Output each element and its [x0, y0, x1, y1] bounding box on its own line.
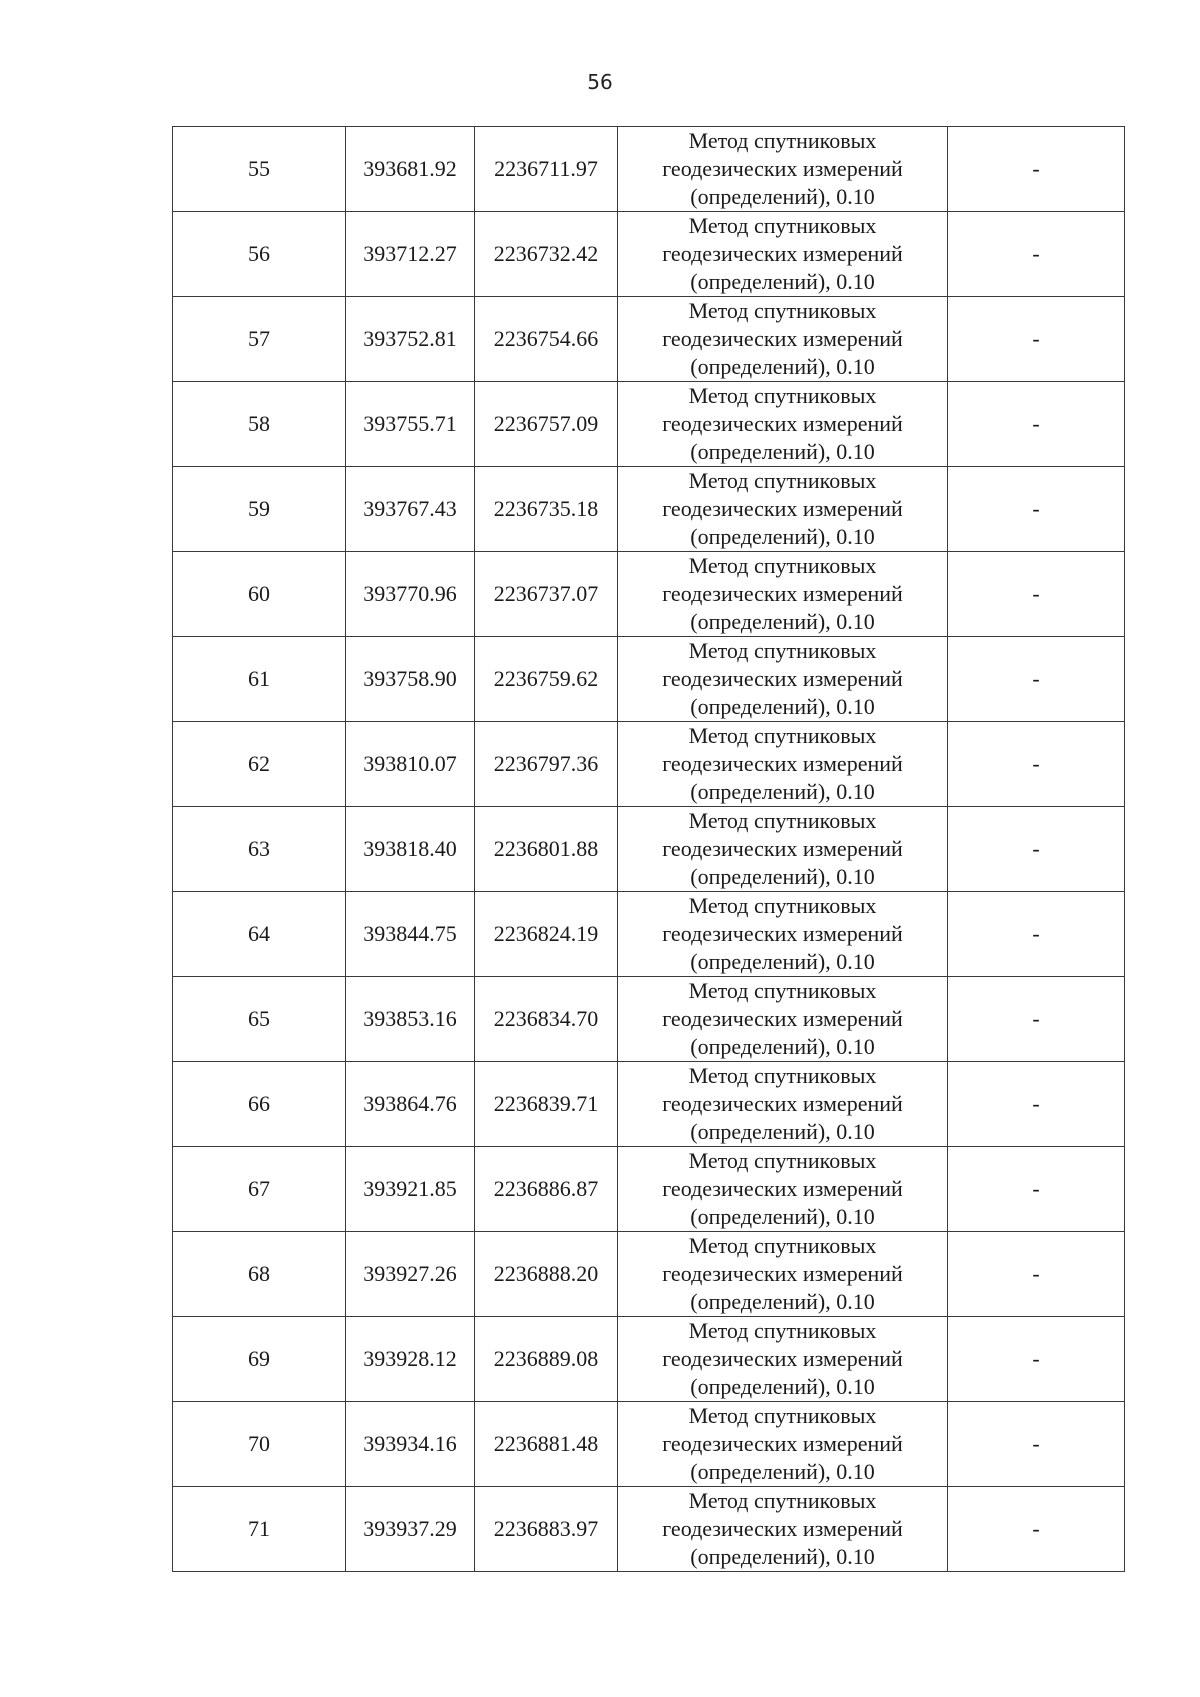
- method-text-line: Метод спутниковых: [688, 808, 877, 833]
- x-coordinate-cell: 393927.26: [346, 1232, 475, 1317]
- method-text-line: (определений), 0.10: [690, 949, 875, 974]
- table-row: [173, 807, 1125, 892]
- note-cell: -: [948, 892, 1125, 977]
- method-text-line: Метод спутниковых: [688, 1318, 877, 1343]
- method-cell: [618, 297, 948, 382]
- method-cell: [618, 467, 948, 552]
- method-cell: [618, 807, 948, 892]
- table-row: [173, 297, 1125, 382]
- method-text-line: Метод спутниковых: [688, 1403, 877, 1428]
- method-text-line: (определений), 0.10: [690, 1459, 875, 1484]
- point-number-cell: 63: [173, 807, 346, 892]
- method-text-line: Метод спутниковых: [688, 1488, 877, 1513]
- point-number-cell: 62: [173, 722, 346, 807]
- point-number-cell: 61: [173, 637, 346, 722]
- x-coordinate-cell: 393818.40: [346, 807, 475, 892]
- y-coordinate-cell: 2236888.20: [475, 1232, 618, 1317]
- method-text-line: Метод спутниковых: [688, 128, 877, 153]
- y-coordinate-cell: 2236759.62: [475, 637, 618, 722]
- method-text-line: геодезических измерений: [662, 921, 903, 946]
- point-number-cell: 70: [173, 1402, 346, 1487]
- point-number-cell: 55: [173, 127, 346, 212]
- point-number-cell: 59: [173, 467, 346, 552]
- note-cell: -: [948, 382, 1125, 467]
- table-row: [173, 1232, 1125, 1317]
- note-cell: -: [948, 297, 1125, 382]
- method-text-line: геодезических измерений: [662, 581, 903, 606]
- point-number-cell: 71: [173, 1487, 346, 1572]
- x-coordinate-cell: 393752.81: [346, 297, 475, 382]
- x-coordinate-cell: 393844.75: [346, 892, 475, 977]
- coordinates-table: [172, 126, 1125, 1572]
- note-cell: -: [948, 127, 1125, 212]
- method-text-line: (определений), 0.10: [690, 609, 875, 634]
- method-cell: [618, 892, 948, 977]
- method-cell: [618, 127, 948, 212]
- y-coordinate-cell: 2236834.70: [475, 977, 618, 1062]
- method-text-line: геодезических измерений: [662, 1346, 903, 1371]
- point-number-cell: 67: [173, 1147, 346, 1232]
- y-coordinate-cell: 2236883.97: [475, 1487, 618, 1572]
- method-text-line: (определений), 0.10: [690, 524, 875, 549]
- x-coordinate-cell: 393934.16: [346, 1402, 475, 1487]
- x-coordinate-cell: 393770.96: [346, 552, 475, 637]
- table-row: [173, 467, 1125, 552]
- method-cell: [618, 977, 948, 1062]
- method-cell: [618, 212, 948, 297]
- point-number-cell: 58: [173, 382, 346, 467]
- x-coordinate-cell: 393853.16: [346, 977, 475, 1062]
- method-text-line: (определений), 0.10: [690, 354, 875, 379]
- method-text-line: геодезических измерений: [662, 156, 903, 181]
- method-text-line: Метод спутниковых: [688, 298, 877, 323]
- point-number-cell: 66: [173, 1062, 346, 1147]
- note-cell: -: [948, 552, 1125, 637]
- method-text-line: геодезических измерений: [662, 666, 903, 691]
- method-cell: [618, 1487, 948, 1572]
- method-text-line: Метод спутниковых: [688, 723, 877, 748]
- method-cell: [618, 382, 948, 467]
- y-coordinate-cell: 2236889.08: [475, 1317, 618, 1402]
- point-number-cell: 69: [173, 1317, 346, 1402]
- method-text-line: Метод спутниковых: [688, 1148, 877, 1173]
- x-coordinate-cell: 393937.29: [346, 1487, 475, 1572]
- point-number-cell: 60: [173, 552, 346, 637]
- note-cell: -: [948, 1232, 1125, 1317]
- method-text-line: (определений), 0.10: [690, 779, 875, 804]
- method-text-line: Метод спутниковых: [688, 383, 877, 408]
- table-row: [173, 637, 1125, 722]
- method-text-line: (определений), 0.10: [690, 1034, 875, 1059]
- x-coordinate-cell: 393864.76: [346, 1062, 475, 1147]
- method-text-line: геодезических измерений: [662, 1431, 903, 1456]
- method-text-line: геодезических измерений: [662, 1091, 903, 1116]
- method-cell: [618, 637, 948, 722]
- point-number-cell: 57: [173, 297, 346, 382]
- table-row: [173, 127, 1125, 212]
- method-text-line: геодезических измерений: [662, 751, 903, 776]
- method-text-line: геодезических измерений: [662, 241, 903, 266]
- x-coordinate-cell: 393681.92: [346, 127, 475, 212]
- method-text-line: Метод спутниковых: [688, 468, 877, 493]
- method-text-line: (определений), 0.10: [690, 1204, 875, 1229]
- y-coordinate-cell: 2236801.88: [475, 807, 618, 892]
- method-text-line: геодезических измерений: [662, 1006, 903, 1031]
- coordinates-table-body: [173, 127, 1125, 1572]
- method-text-line: геодезических измерений: [662, 496, 903, 521]
- method-text-line: Метод спутниковых: [688, 553, 877, 578]
- method-text-line: геодезических измерений: [662, 1516, 903, 1541]
- method-text-line: геодезических измерений: [662, 1176, 903, 1201]
- table-row: [173, 552, 1125, 637]
- method-text-line: (определений), 0.10: [690, 1289, 875, 1314]
- note-cell: -: [948, 637, 1125, 722]
- note-cell: -: [948, 1062, 1125, 1147]
- method-text-line: (определений), 0.10: [690, 1374, 875, 1399]
- y-coordinate-cell: 2236839.71: [475, 1062, 618, 1147]
- method-cell: [618, 1062, 948, 1147]
- table-row: [173, 1317, 1125, 1402]
- method-text-line: (определений), 0.10: [690, 694, 875, 719]
- table-row: [173, 1062, 1125, 1147]
- y-coordinate-cell: 2236711.97: [475, 127, 618, 212]
- x-coordinate-cell: 393810.07: [346, 722, 475, 807]
- method-cell: [618, 552, 948, 637]
- method-text-line: Метод спутниковых: [688, 638, 877, 663]
- method-text-line: (определений), 0.10: [690, 184, 875, 209]
- x-coordinate-cell: 393758.90: [346, 637, 475, 722]
- method-cell: [618, 1232, 948, 1317]
- method-text-line: Метод спутниковых: [688, 978, 877, 1003]
- table-row: [173, 892, 1125, 977]
- x-coordinate-cell: 393928.12: [346, 1317, 475, 1402]
- table-row: [173, 212, 1125, 297]
- table-row: [173, 1402, 1125, 1487]
- note-cell: -: [948, 1487, 1125, 1572]
- method-text-line: Метод спутниковых: [688, 1063, 877, 1088]
- point-number-cell: 65: [173, 977, 346, 1062]
- method-cell: [618, 1317, 948, 1402]
- y-coordinate-cell: 2236881.48: [475, 1402, 618, 1487]
- note-cell: -: [948, 1317, 1125, 1402]
- y-coordinate-cell: 2236757.09: [475, 382, 618, 467]
- y-coordinate-cell: 2236754.66: [475, 297, 618, 382]
- table-row: [173, 977, 1125, 1062]
- x-coordinate-cell: 393755.71: [346, 382, 475, 467]
- y-coordinate-cell: 2236735.18: [475, 467, 618, 552]
- table-row: [173, 722, 1125, 807]
- y-coordinate-cell: 2236824.19: [475, 892, 618, 977]
- method-text-line: Метод спутниковых: [688, 213, 877, 238]
- note-cell: -: [948, 212, 1125, 297]
- x-coordinate-cell: 393767.43: [346, 467, 475, 552]
- method-text-line: геодезических измерений: [662, 836, 903, 861]
- method-text-line: (определений), 0.10: [690, 269, 875, 294]
- method-text-line: Метод спутниковых: [688, 893, 877, 918]
- table-row: [173, 1487, 1125, 1572]
- point-number-cell: 56: [173, 212, 346, 297]
- y-coordinate-cell: 2236737.07: [475, 552, 618, 637]
- x-coordinate-cell: 393712.27: [346, 212, 475, 297]
- note-cell: -: [948, 977, 1125, 1062]
- point-number-cell: 64: [173, 892, 346, 977]
- y-coordinate-cell: 2236886.87: [475, 1147, 618, 1232]
- y-coordinate-cell: 2236797.36: [475, 722, 618, 807]
- note-cell: -: [948, 807, 1125, 892]
- method-text-line: геодезических измерений: [662, 411, 903, 436]
- method-text-line: Метод спутниковых: [688, 1233, 877, 1258]
- method-text-line: (определений), 0.10: [690, 1119, 875, 1144]
- page-number: 56: [587, 70, 613, 94]
- note-cell: -: [948, 722, 1125, 807]
- table-row: [173, 382, 1125, 467]
- y-coordinate-cell: 2236732.42: [475, 212, 618, 297]
- table-row: [173, 1147, 1125, 1232]
- method-text-line: (определений), 0.10: [690, 1544, 875, 1569]
- method-text-line: (определений), 0.10: [690, 864, 875, 889]
- note-cell: -: [948, 1147, 1125, 1232]
- note-cell: -: [948, 1402, 1125, 1487]
- method-text-line: геодезических измерений: [662, 326, 903, 351]
- x-coordinate-cell: 393921.85: [346, 1147, 475, 1232]
- point-number-cell: 68: [173, 1232, 346, 1317]
- method-cell: [618, 1402, 948, 1487]
- note-cell: -: [948, 467, 1125, 552]
- method-text-line: геодезических измерений: [662, 1261, 903, 1286]
- method-text-line: (определений), 0.10: [690, 439, 875, 464]
- method-cell: [618, 1147, 948, 1232]
- method-cell: [618, 722, 948, 807]
